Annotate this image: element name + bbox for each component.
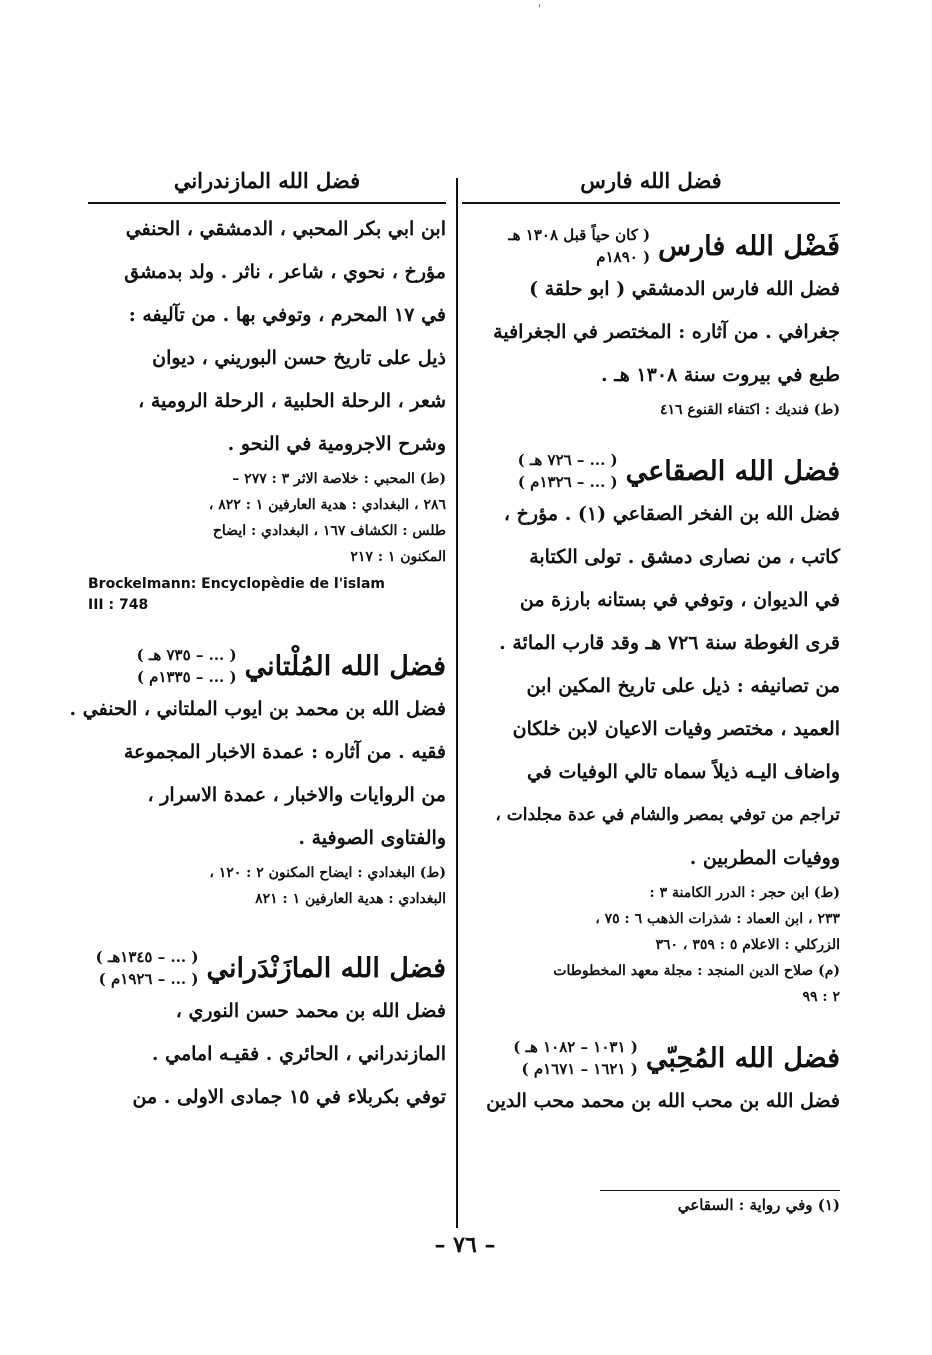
- entry-title-faris: [462, 224, 840, 268]
- body-line: العميد ، مختصر وفيات الاعيان لابن خلكان: [512, 718, 840, 740]
- date-hijri: ( ١٠٣١ – ١٠٨٢ هـ ): [513, 1038, 638, 1056]
- body-line: فقيه . من آثاره : عمدة الاخبار المجموعة: [123, 741, 446, 763]
- date-hijri: ( ... – ٧٣٥ هـ ): [136, 646, 237, 664]
- body-line: في ١٧ المحرم ، وتوفي بها . من تآليفه :: [128, 304, 446, 326]
- reference-line: ٢ : ٩٩: [802, 989, 840, 1005]
- entry-title-muhibbi: [462, 1036, 840, 1080]
- body-line: ووفيات المطربين .: [689, 847, 840, 869]
- right-column-header: فضل الله فارس: [580, 168, 722, 193]
- date-hijri: ( ... – ١٣٤٥هـ ): [95, 948, 199, 966]
- left-column: [69, 160, 446, 1119]
- date-gregorian: ( ... – ١٩٢٦م ): [98, 970, 199, 988]
- body-line: والفتاوى الصوفية .: [298, 827, 446, 849]
- corner-mark: ': [538, 2, 542, 16]
- date-gregorian: ( ... – ١٣٢٦م ): [517, 473, 618, 491]
- reference-line: (ط) البغدادي : ايضاح المكنون ٢ : ١٢٠ ،: [209, 865, 446, 881]
- reference-line: ٢٨٦ ، البغدادي : هدية العارفين ١ : ٨٢٢ ،: [208, 497, 446, 513]
- header-rule-left: [88, 202, 446, 204]
- reference-line: الزركلي : الاعلام ٥ : ٣٥٩ ، ٣٦٠: [655, 937, 840, 953]
- left-column-header: فضل الله المازندراني: [173, 168, 361, 193]
- entry-name: فضل الله المازَنْدَراني: [206, 952, 446, 984]
- entry-title-mazandarani: [88, 946, 446, 990]
- entry-dates: [513, 1036, 638, 1080]
- body-line: شعر ، الرحلة الحلبية ، الرحلة الرومية ،: [138, 390, 446, 412]
- reference-line: (ط) ابن حجر : الدرر الكامنة ٣ :: [649, 885, 840, 901]
- body-line: واضاف اليـه ذيلاً سماه تالي الوفيات في: [526, 761, 840, 783]
- date-gregorian: ( ١٨٩٠م: [596, 248, 651, 266]
- reference-line: ٢٣٣ ، ابن العماد : شذرات الذهب ٦ : ٧٥ ،: [595, 911, 840, 927]
- entry-dates: [96, 946, 199, 990]
- reference-line: (م) صلاح الدين المنجد : مجلة معهد المخطوطات: [553, 963, 840, 979]
- body-line: فضل الله بن الفخر الصقاعي (١) . مؤرخ ،: [503, 503, 840, 525]
- entry-name: فضل الله المُلْتاني: [244, 650, 446, 682]
- body-line: كاتب ، من نصارى دمشق . تولى الكتابة: [529, 546, 840, 568]
- body-line: ذيل على تاريخ حسن البوريني ، ديوان: [152, 347, 446, 369]
- body-line: فضل الله بن محب الله بن محمد محب الدين: [486, 1090, 840, 1112]
- entry-dates: [137, 644, 237, 688]
- body-line: من الروايات والاخبار ، عمدة الاسرار ،: [147, 784, 446, 806]
- footnote: (١) وفي رواية : السقاعي: [677, 1196, 840, 1214]
- body-line: وشرح الاجرومية في النحو .: [227, 433, 446, 455]
- reference-line: (ط) المحبي : خلاصة الاثر ٣ : ٢٧٧ –: [232, 471, 446, 487]
- footnote-rule: [600, 1190, 840, 1191]
- body-line: جغرافي . من آثاره : المختصر في الجغرافية: [493, 321, 840, 343]
- header-rule-right: [462, 202, 840, 204]
- date-gregorian: ( ١٦٢١ – ١٦٧١م ): [521, 1060, 638, 1078]
- body-line: ابن ابي بكر المحبي ، الدمشقي ، الحنفي: [125, 218, 446, 240]
- reference-line: البغدادي : هدية العارفين ١ : ٨٢١: [255, 891, 446, 907]
- body-line: فضل الله فارس الدمشقي ( ابو حلقة ): [529, 278, 840, 300]
- page-number: – ٧٦ –: [434, 1232, 496, 1258]
- body-line: تراجم من توفي بمصر والشام في عدة مجلدات ،: [495, 805, 840, 825]
- reference-line: طلس : الكشاف ١٦٧ ، البغدادي : ايضاح: [212, 523, 446, 539]
- body-line: فضل الله بن محمد حسن النوري ،: [175, 1000, 446, 1022]
- entry-name: فَضْل الله فارس: [658, 230, 840, 262]
- latin-reference: [88, 574, 446, 616]
- body-line: المازندراني ، الحائري . فقيـه امامي .: [151, 1043, 446, 1065]
- body-line: توفي بكربلاء في ١٥ جمادى الاولى . من: [132, 1086, 446, 1108]
- entry-title-saqai: [462, 449, 840, 493]
- entry-dates: [518, 449, 618, 493]
- body-line: مؤرخ ، نحوي ، شاعر ، ناثر . ولد بدمشق: [124, 261, 446, 283]
- reference-line: (ط) فنديك : اكتفاء القنوع ٤١٦: [659, 402, 840, 418]
- body-line: قرى الغوطة سنة ٧٢٦ هـ وقد قارب المائة .: [499, 632, 840, 654]
- date-gregorian: ( ... – ١٣٣٥م ): [136, 668, 237, 686]
- right-column: [462, 160, 840, 1123]
- body-line: من تصانيفه : ذيل على تاريخ المكين ابن: [526, 675, 840, 697]
- entry-name: فضل الله الصقاعي: [625, 455, 840, 487]
- entry-title-multani: [88, 644, 446, 688]
- latin-reference-line: III : 748: [88, 597, 149, 613]
- date-hijri: ( كان حياً قبل ١٣٠٨ هـ: [508, 226, 651, 244]
- latin-reference-line: Brockelmann: Encyclopèdie de l'islam: [88, 576, 385, 592]
- body-line: في الديوان ، وتوفي في بستانه بارزة من: [519, 589, 840, 611]
- reference-line: المكنون ١ : ٢١٧: [350, 549, 446, 565]
- column-separator: [456, 178, 458, 1228]
- body-line: طبع في بيروت سنة ١٣٠٨ هـ .: [600, 364, 840, 386]
- date-hijri: ( ... – ٧٢٦ هـ ): [517, 451, 618, 469]
- body-line: فضل الله بن محمد بن ايوب الملتاني ، الحنفي .: [69, 698, 446, 720]
- entry-dates: [508, 224, 650, 268]
- entry-name: فضل الله المُحِبّي: [645, 1042, 840, 1074]
